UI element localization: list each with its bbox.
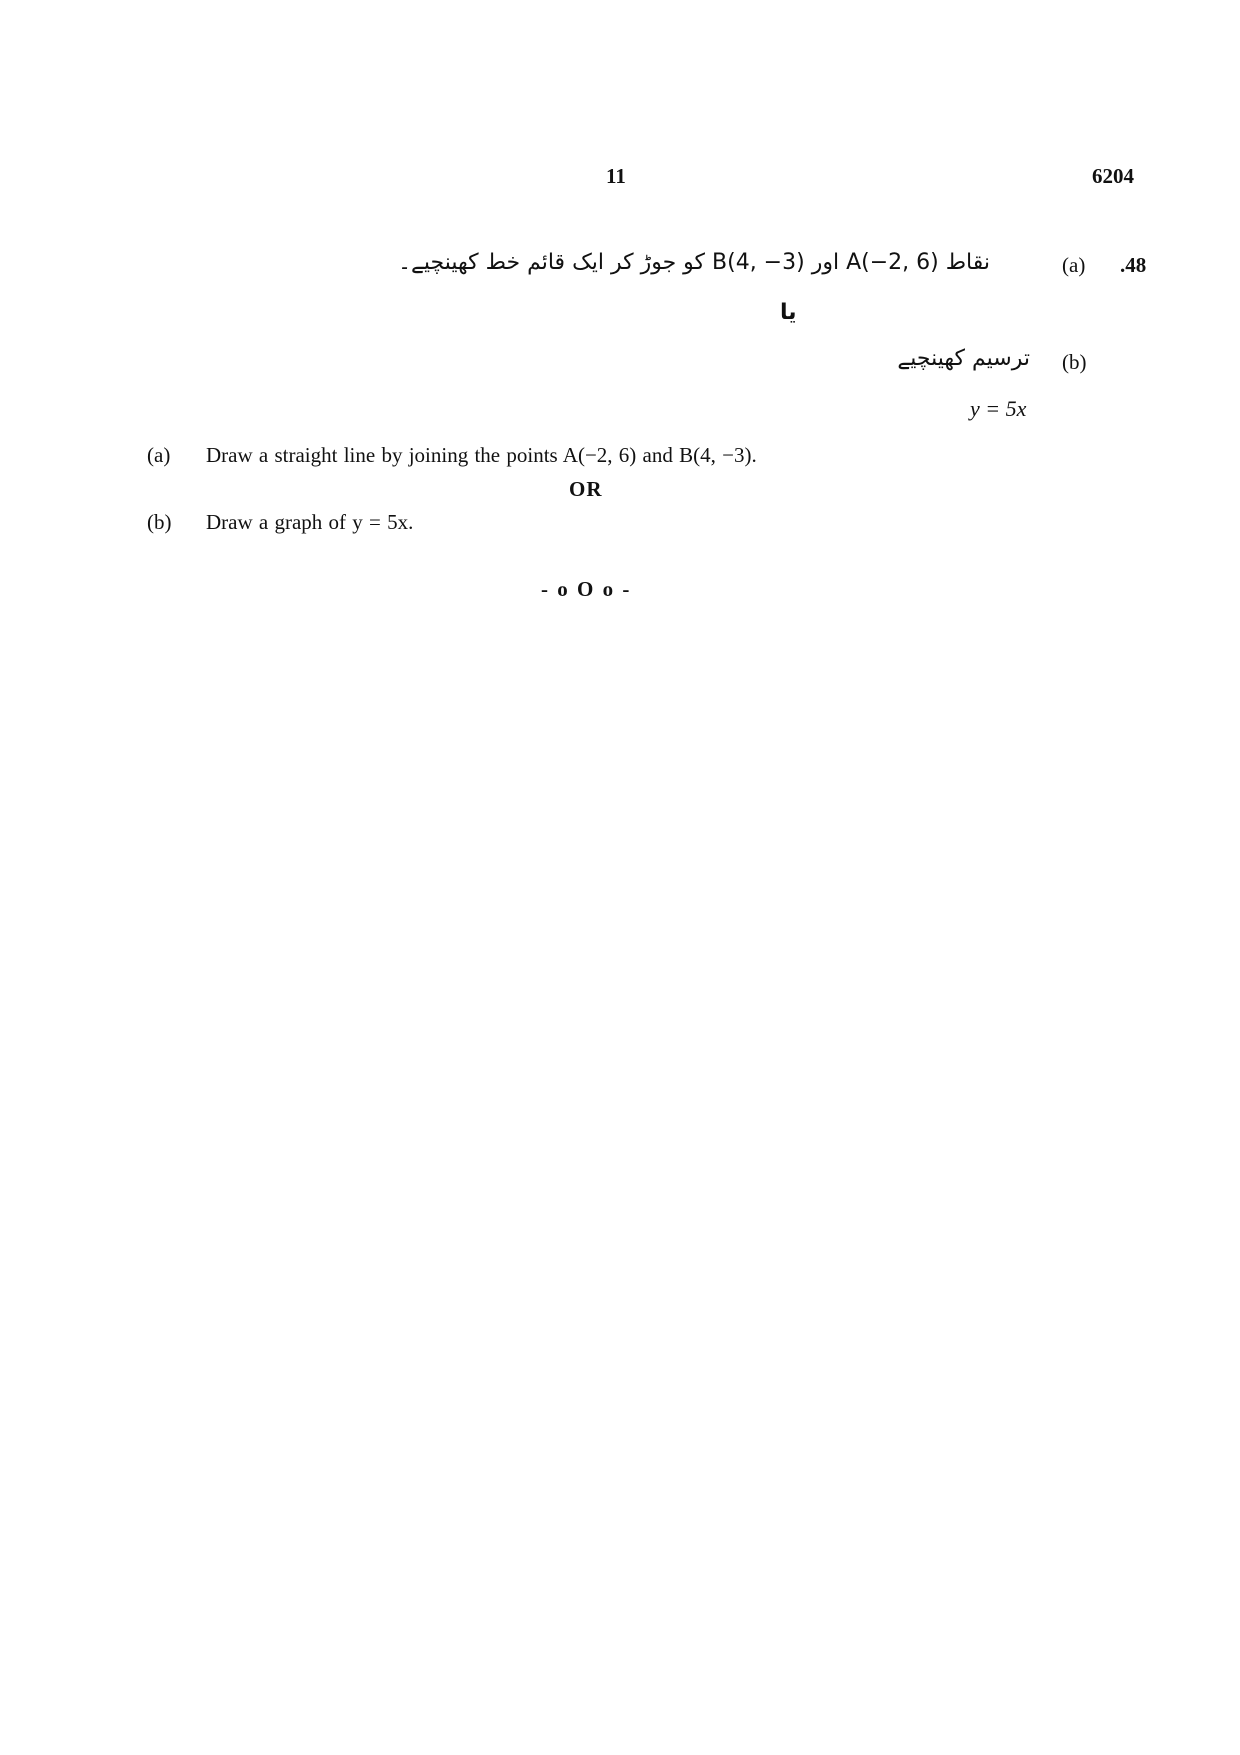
urdu-part-b-equation: y = 5x [970, 396, 1027, 421]
english-part-a-text: Draw a straight line by joining the points A(−2, 6) and B(4, −3). [206, 443, 757, 467]
english-or: OR [569, 477, 603, 501]
english-part-b-label: (b) [147, 510, 172, 534]
urdu-or: یا [780, 300, 797, 325]
urdu-part-b-label: (b) [1062, 350, 1087, 374]
english-part-b-text: Draw a graph of y = 5x. [206, 510, 414, 534]
page-number: 11 [606, 164, 626, 188]
end-of-paper-mark: - o O o - [541, 577, 632, 601]
english-part-a-label: (a) [147, 443, 171, 467]
urdu-part-b-text: ترسیم کھینچیے [897, 346, 1030, 371]
urdu-part-a-label: (a) [1062, 253, 1086, 277]
urdu-part-a-text: نقاط A(−2, 6) اور B(4, −3) کو جوڑ کر ایک قائم خط کھینچیے۔ [398, 250, 990, 275]
question-number: .48 [1120, 253, 1147, 277]
paper-code: 6204 [1092, 164, 1134, 188]
